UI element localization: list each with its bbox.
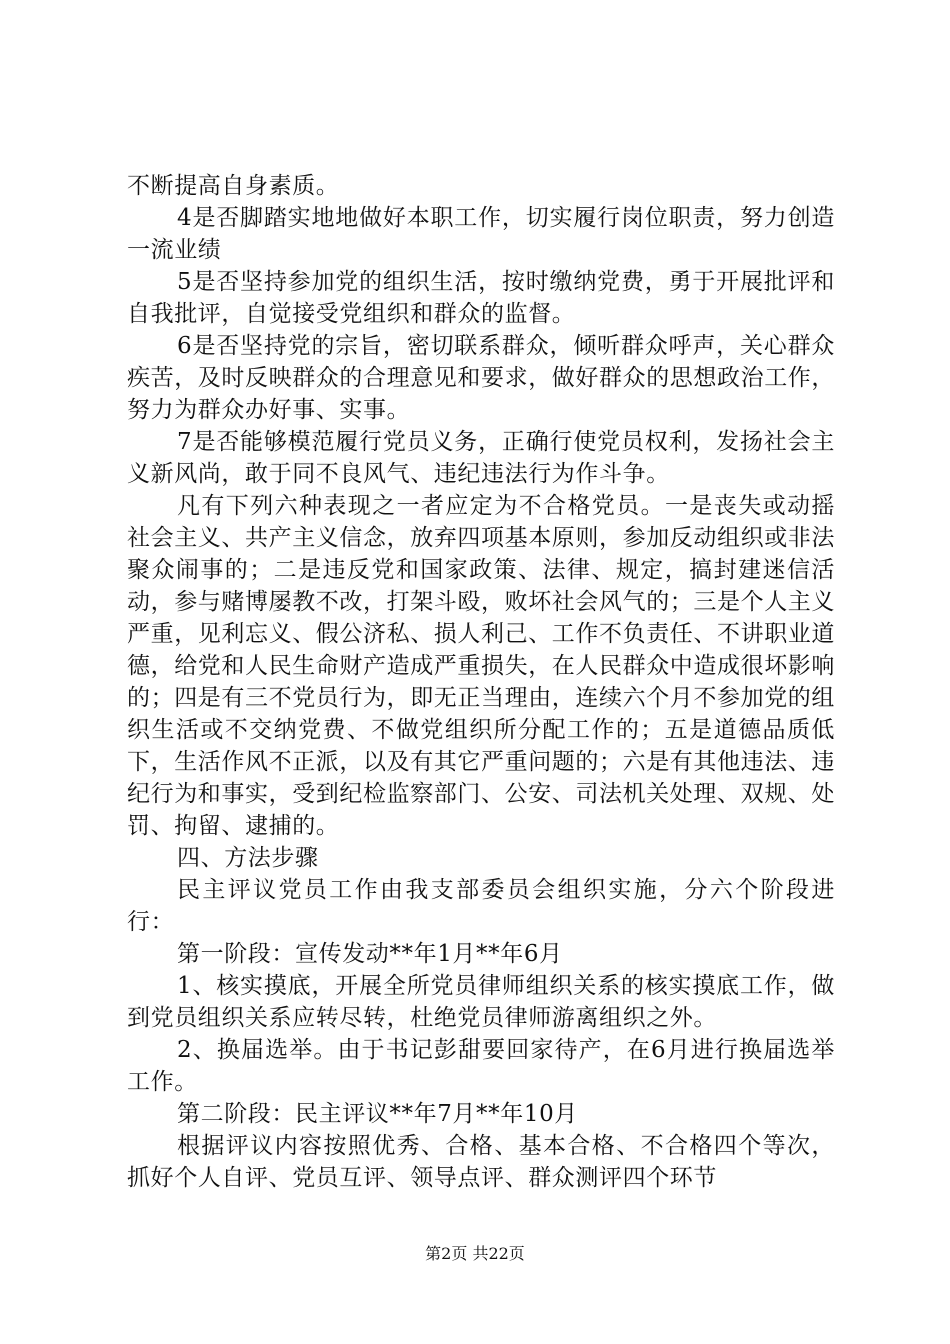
paragraph-4: 6是否坚持党的宗旨，密切联系群众，倾听群众呼声，关心群众疾苦，及时反映群众的合理意见和要求，做好群众的思想政治工作，努力为群众办好事、实事。 bbox=[127, 333, 835, 423]
section-heading: 四、方法步骤 bbox=[177, 845, 319, 871]
paragraph-6: 凡有下列六种表现之一者应定为不合格党员。一是丧失或动摇社会主义、共产主义信念，放弃四项基本原则，参加反动组织或非法聚众闹事的；二是违反党和国家政策、法律、规定，搞封建迷信活动，参与赌博屡教不改，打架斗殴，败坏社会风气的；三是个人主义严重，见利忘义、假公济私、损人利己、工作不负责任、不讲职业道德，给党和人民生命财产造成严重损失，在人民群众中造成很坏影响的；四是有三不党员行为，即无正当理由，连续六个月不参加党的组织生活或不交纳党费、不做党组织所分配工作的；五是道德品质低下，生活作风不正派，以及有其它严重问题的；六是有其他违法、违纪行为和事实，受到纪检监察部门、公安、司法机关处理、双规、处罚、拘留、逮捕的。 bbox=[127, 493, 835, 839]
paragraph-8: 民主评议党员工作由我支部委员会组织实施，分六个阶段进行： bbox=[127, 877, 835, 935]
page-number-footer: 第2页 共22页 bbox=[425, 1244, 525, 1263]
document-body bbox=[127, 170, 835, 1194]
paragraph-5: 7是否能够模范履行党员义务，正确行使党员权利，发扬社会主义新风尚，敢于同不良风气、违纪违法行为作斗争。 bbox=[127, 429, 835, 487]
paragraph-11: 2、换届选举。由于书记彭甜要回家待产，在6月进行换届选举工作。 bbox=[127, 1037, 835, 1095]
paragraph-1: 不断提高自身素质。 bbox=[127, 173, 340, 199]
paragraph-10: 1、核实摸底，开展全所党员律师组织关系的核实摸底工作，做到党员组织关系应转尽转，杜绝党员律师游离组织之外。 bbox=[127, 973, 835, 1031]
stage-heading-1: 第一阶段：宣传发动**年1月**年6月 bbox=[177, 941, 563, 967]
paragraph-13: 根据评议内容按照优秀、合格、基本合格、不合格四个等次，抓好个人自评、党员互评、领导点评、群众测评四个环节 bbox=[127, 1133, 835, 1191]
stage-heading-2: 第二阶段：民主评议**年7月**年10月 bbox=[177, 1101, 578, 1127]
paragraph-3: 5是否坚持参加党的组织生活，按时缴纳党费，勇于开展批评和自我批评，自觉接受党组织和群众的监督。 bbox=[127, 269, 835, 327]
paragraph-2: 4是否脚踏实地地做好本职工作，切实履行岗位职责，努力创造一流业绩 bbox=[127, 205, 835, 263]
